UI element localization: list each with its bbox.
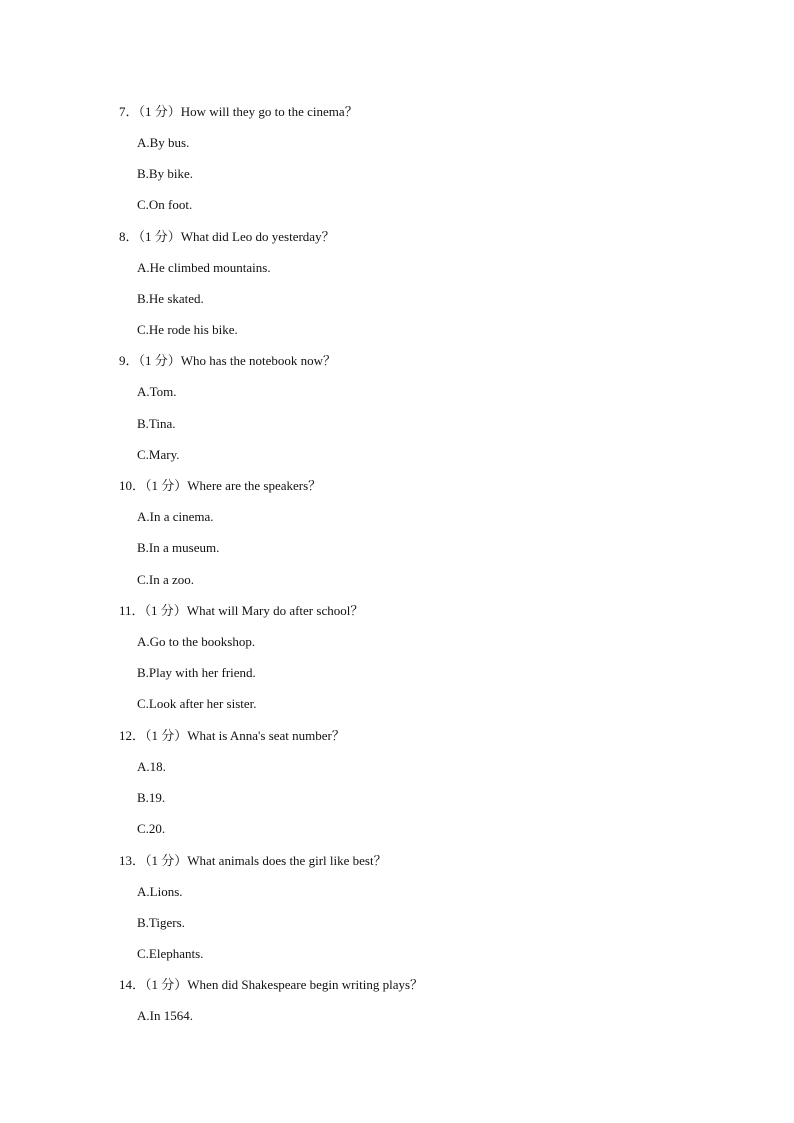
question-score: （1 分） — [138, 104, 181, 119]
question-number: 14． — [119, 977, 146, 992]
question-score: （1 分） — [138, 229, 181, 244]
option-a: A.Go to the bookshop. — [137, 634, 256, 649]
question-12 — [119, 728, 345, 744]
option-a: A.In 1564. — [137, 1008, 193, 1023]
option-a: A.Lions. — [137, 884, 183, 899]
option-a: A.18. — [137, 759, 166, 774]
question-text: What will Mary do after school？ — [186, 603, 364, 618]
question-text: What did Leo do yesterday？ — [180, 229, 335, 244]
question-text: How will they go to the cinema？ — [180, 104, 358, 119]
option-b: B.He skated. — [137, 291, 204, 306]
question-text: Where are the speakers？ — [187, 478, 322, 493]
question-9 — [119, 353, 336, 369]
question-score: （1 分） — [138, 353, 181, 368]
question-8 — [119, 229, 335, 245]
option-a: A.Tom. — [137, 384, 177, 399]
option-b: B.By bike. — [137, 166, 193, 181]
question-14 — [119, 977, 423, 993]
option-b: B.In a museum. — [137, 540, 220, 555]
question-10 — [119, 478, 321, 494]
question-number: 10． — [119, 478, 146, 493]
question-score: （1 分） — [145, 728, 188, 743]
option-c: C.On foot. — [137, 197, 193, 212]
question-number: 9． — [119, 353, 139, 368]
question-7 — [119, 104, 358, 120]
question-number: 12． — [119, 728, 146, 743]
question-text: When did Shakespeare begin writing plays？ — [187, 977, 424, 992]
question-text: What animals does the girl like best？ — [187, 853, 387, 868]
question-score: （1 分） — [145, 977, 188, 992]
option-a: A.By bus. — [137, 135, 190, 150]
option-b: B.Tina. — [137, 416, 176, 431]
option-c: C.Mary. — [137, 447, 180, 462]
option-c: C.He rode his bike. — [137, 322, 238, 337]
question-13 — [119, 853, 387, 869]
option-b: B.Play with her friend. — [137, 665, 256, 680]
option-c: C.Look after her sister. — [137, 696, 257, 711]
option-b: B.Tigers. — [137, 915, 185, 930]
option-c: C.20. — [137, 821, 166, 836]
option-a: A.He climbed mountains. — [137, 260, 271, 275]
question-number: 11． — [119, 603, 145, 618]
question-11 — [119, 603, 363, 619]
option-c: C.In a zoo. — [137, 572, 195, 587]
question-score: （1 分） — [145, 853, 188, 868]
question-text: What is Anna's seat number？ — [187, 728, 345, 743]
question-score: （1 分） — [145, 478, 188, 493]
option-a: A.In a cinema. — [137, 509, 214, 524]
question-number: 8． — [119, 229, 139, 244]
question-number: 13． — [119, 853, 146, 868]
question-text: Who has the notebook now？ — [180, 353, 337, 368]
question-score: （1 分） — [144, 603, 187, 618]
option-b: B.19. — [137, 790, 166, 805]
question-number: 7． — [119, 104, 139, 119]
option-c: C.Elephants. — [137, 946, 204, 961]
